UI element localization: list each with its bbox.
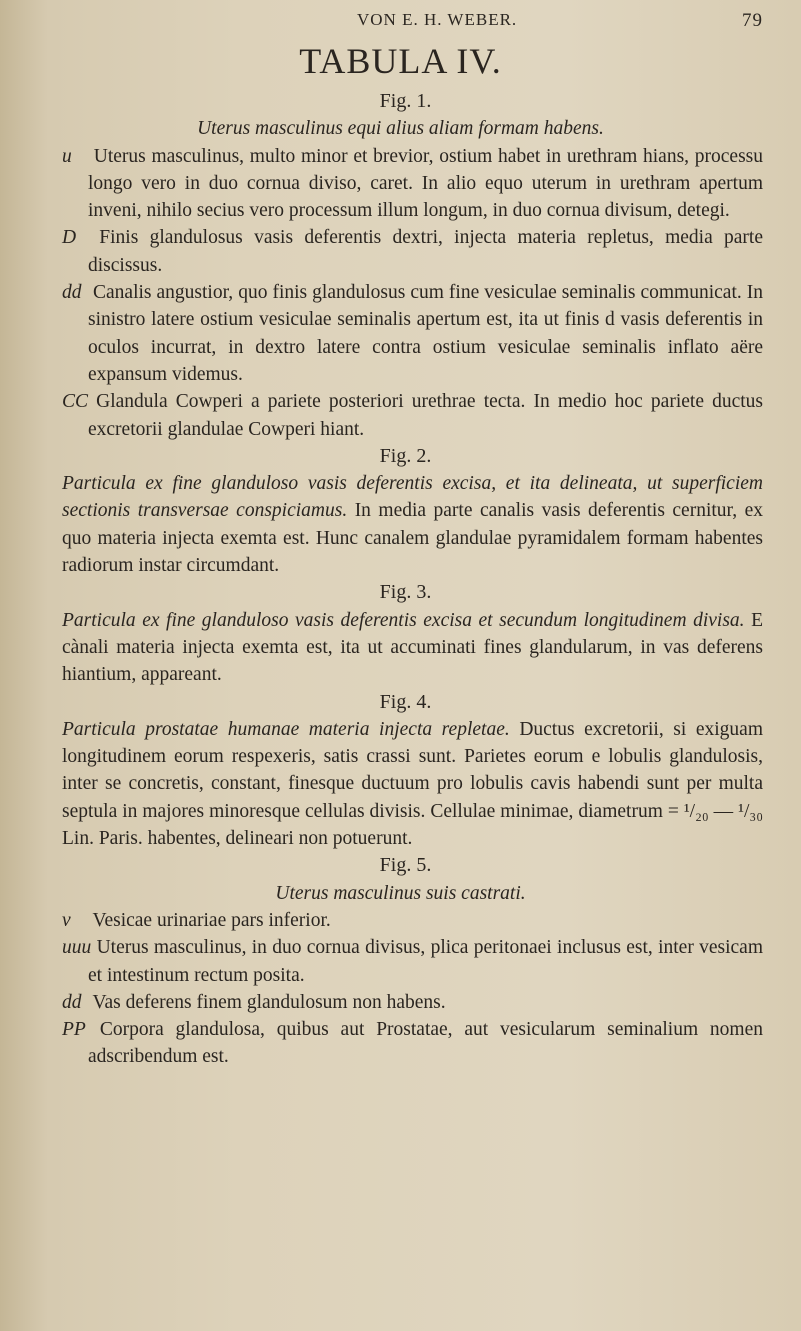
legend-text: Uterus masculinus, in duo cornua divisus, plica peritonaei inclusus est, inter vesicam et intestinum rectum posita. [88,937,764,986]
legend-entry [0,934,801,989]
legend-entry [0,989,801,1016]
legend-text: Vas deferens finem glandulosum non habens. [92,991,446,1013]
running-head [0,6,801,36]
legend-text: Uterus masculinus, multo minor et brevior, ostium habet in urethram hians, processu longo vero in duo cornua diviso, caret. In alio equo uterum in urethram apertum inveni, nihilo secius vero processum illum longum, in duo cornua divisum, detegi. [88,145,763,222]
legend-text: Glandula Cowperi a pariete posteriori urethrae tecta. In medio hoc pariete ductus excretorii glandulae Cowperi hiant. [88,391,763,440]
fig-text: Ductus excretorii, si exiguam longitudinem eorum respexeris, satis crassi sunt. Parietes eorum e lobulis glandulosis, inter se concretis, constant, finesque ductuum pro lobulis cavis habendi sunt per multa septula in majores minoresque cellulas divisis. Cellulae minimae, diametrum = ¹/₂₀ — ¹/₃₀ Lin. Paris. habentes, delineari non potuerunt. [62,718,764,850]
legend-entry [0,143,801,225]
plate-explanation [0,88,801,1071]
legend-key: D [62,227,77,249]
fig-text: In media parte canalis vasis deferentis cernitur, ex quo materia injecta exemta est. Hunc canalem glandulae pyramidalem formam habentes radiorum instar circumdant. [62,500,763,577]
legend-key: PP [62,1019,86,1041]
fig-lead: Particula ex fine glanduloso vasis deferentis excisa, et ita delineata, ut superficiem sectionis transversae conspiciamus. [62,473,763,522]
legend-text: Finis glandulosus vasis deferentis dextri, injecta materia repletus, media parte discissus. [88,227,763,276]
fig-title: Uterus masculinus suis castrati. [275,882,526,904]
fig-description [0,607,801,689]
legend-entry [0,279,801,388]
page-number: 79 [742,10,763,31]
legend-key: CC [62,391,89,413]
legend-key: dd [62,282,82,304]
running-head-title: VON E. H. WEBER. [357,10,518,29]
legend-text: Canalis angustior, quo finis glandulosus cum fine vesiculae seminalis communicat. In sinistro latere ostium vesiculae seminalis apertum est, ita ut finis d vasis deferentis in oculos incurrat, in dextro latere contra ostium vesiculae seminalis inflato aëre expansum videmus. [88,282,763,385]
plate-heading: TABULA IV. [299,41,502,81]
legend-key: u [62,145,72,167]
legend-text: Corpora glandulosa, quibus aut Prostatae, aut vesicularum seminalium nomen adscribendum est. [88,1019,764,1068]
fig-description [0,470,801,579]
legend-entry [0,1016,801,1071]
fig-label: Fig. 3. [379,581,432,604]
legend-text: Vesicae urinariae pars inferior. [92,909,331,931]
legend-entry [0,224,801,279]
fig-title: Uterus masculinus equi alius aliam formam habens. [197,118,604,140]
fig-label: Fig. 1. [379,90,432,112]
legend-key: uuu [62,937,92,959]
fig-description [0,716,801,852]
legend-key: v [62,909,71,931]
legend-key: dd [62,991,82,1013]
legend-entry [0,388,801,443]
fig-label: Fig. 4. [379,690,432,713]
fig-lead: Particula ex fine glanduloso vasis deferentis excisa et secundum longitudinem divisa. [62,609,745,631]
legend-entry [0,907,801,934]
fig-lead: Particula prostatae humanae materia injecta repletae. [62,718,510,740]
fig-label: Fig. 5. [379,854,432,877]
fig-text: E cànali materia injecta exemta est, ita ut accuminati fines glandularum, in vas deferens hiantium, appareant. [62,609,764,686]
fig-label: Fig. 2. [379,444,432,467]
